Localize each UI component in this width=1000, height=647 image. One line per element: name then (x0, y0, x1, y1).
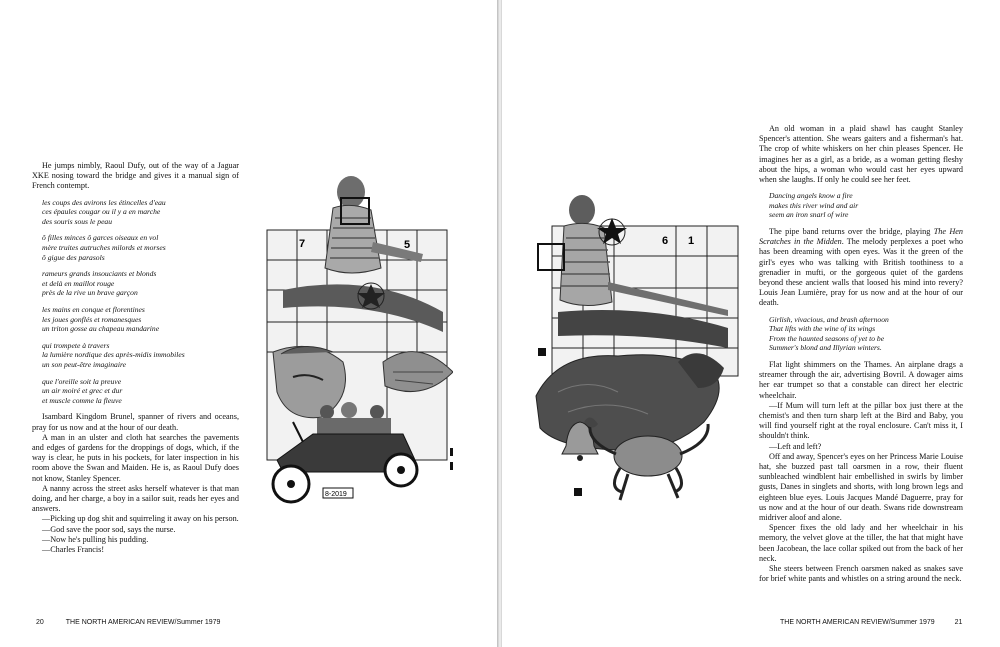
verse-line: mère truites autruches milords et morses (42, 242, 166, 252)
license-plate-text: 8-2019 (325, 491, 347, 498)
french-poem (32, 198, 239, 406)
left-footer (36, 619, 220, 626)
verse-line: ces épaules cougar ou il y a en marche (42, 207, 161, 217)
verse-line: From the haunted seasons of yet to be (769, 333, 885, 343)
page-number: 20 (36, 619, 44, 626)
verse-line: qui trompete à travers (42, 340, 110, 350)
left-page (0, 0, 498, 647)
french-stanza (42, 305, 239, 334)
verse-line: ô gigue des parasols (42, 252, 105, 262)
verse-line: des souris sous le peau (42, 216, 113, 226)
black-square (450, 448, 453, 456)
grid-number-6: 6 (662, 235, 669, 247)
prose-paragraph: A nanny across the street asks herself whatever is that man doing, and her charge, a boy in a sailor suit, reads her eyes and answers. (32, 483, 239, 514)
verse-line: un triton gosse au chapeau mandarine (42, 324, 160, 334)
verse-line: Dancing angels know a fire (769, 191, 853, 201)
verse-line: Girlish, vivacious, and brash afternoon (769, 314, 889, 324)
verse-line: les mains en conque et florentines (42, 304, 145, 314)
song-title: The Hen Scratches in the Midden (759, 227, 963, 247)
verse-line: et muscle comme la fleuve (42, 395, 122, 405)
verse-line: que l'oreille soit la preuve (42, 376, 122, 386)
verse-line: les coups des avirons les étincelles d'eau (42, 197, 166, 207)
verse-line: makes this river wind and air (769, 200, 859, 210)
pipe-band-paragraph: The pipe band returns over the bridge, playing The Hen Scratches in the Midden. The melody perplexes a poet who has been dreaming with open eyes. Was it the green of the girl's eyes who was talking with British toothiness to a grenadier in mufti, or the gorgeous quiet of the gardens beyond these ancient walls that loosed his mind into revery? Louis Jean Lumière, pray for us now and at the hour of our death. (759, 227, 964, 308)
prose-paragraph: Isambard Kingdom Brunel, spanner of rivers and oceans, pray for us now and at the hour of our death. (32, 412, 239, 432)
prose-paragraph: —Now he's pulling his pudding. (42, 534, 149, 544)
french-stanza (42, 233, 239, 262)
verse-line: rameurs grands insouciants et blonds (42, 269, 157, 279)
french-stanza (42, 198, 239, 227)
prose-paragraph: —Left and left? (769, 441, 822, 451)
bear-image (536, 353, 724, 450)
collage-rower-bear-crab (528, 192, 748, 502)
prose-paragraph: Off and away, Spencer's eyes on her Princess Marie Louise hat, she buzzed past tall oarsmen in a row, their fluent sunbleached windblent hair embellished in swirls by limber gusts, Danes in singlets and shorts, with long brown legs and eighteen blue eyes. Louis Jacques Mandé Daguerre, pray for us now and at the hour of our death. Swans ride downstream midriver aloof and alone. (759, 451, 963, 523)
prose-paragraph: —Picking up dog shit and squirreling it away on his person. (42, 514, 239, 524)
verse-line: un son peut-être imaginaire (42, 359, 127, 369)
french-stanza (42, 377, 239, 406)
black-square (450, 462, 453, 470)
verse-line: ô filles minces ô garces oiseaux en vol (42, 233, 159, 243)
verse-line: la lumière nordique des après-midis immobiles (42, 350, 185, 360)
page-number: 21 (954, 619, 963, 626)
verse-line: That lifts with the wine of its wings (769, 324, 876, 334)
verse-line: les joues gonflés et romanesques (42, 314, 142, 324)
grid-number-7: 7 (299, 238, 306, 250)
running-footer: THE NORTH AMERICAN REVIEW/Summer 1979 (65, 619, 221, 626)
prose-paragraph: Spencer fixes the old lady and her wheelchair in his memory, the velvet glove at the tiller, the hat that might have been Jacobean, the lace collar spiked out from the back of her neck. (759, 523, 963, 563)
right-prose (759, 360, 963, 584)
prose-paragraph: —God save the poor sod, says the nurse. (42, 524, 176, 534)
right-text-column (759, 124, 963, 584)
verse-girlish-afternoon (769, 315, 963, 353)
running-footer: THE NORTH AMERICAN REVIEW/Summer 1979 (780, 619, 935, 626)
right-page (502, 0, 1000, 647)
left-prose (32, 412, 239, 555)
grid-number-5: 5 (404, 239, 411, 251)
left-text-column (32, 161, 239, 555)
verse-line: un air moiré et grec et dur (42, 386, 123, 396)
left-intro-paragraph: He jumps nimbly, Raoul Dufy, out of the way of a Jaguar XKE nosing toward the bridge and gives it a manual sign of French contempt. (32, 161, 239, 191)
prose-paragraph: She steers between French oarsmen naked as snakes save for brief white pants and whistles on a string around the neck. (759, 564, 963, 584)
french-stanza (42, 341, 239, 370)
prose-paragraph: A man in an ulster and cloth hat searches the pavements and edges of gardens for the droppings of dogs, which, if the way is clear, he puts in his pockets, for later inspection in his room above the Swan and Maiden. He is, as Raoul Dufy does not know, Stanley Spencer. (32, 432, 239, 483)
grid-number-1: 1 (688, 235, 695, 247)
prose-paragraph: —Charles Francis! (42, 544, 105, 554)
black-square (538, 348, 546, 356)
black-square (574, 488, 582, 496)
verse-dancing-angels (769, 191, 963, 220)
french-stanza (42, 269, 239, 298)
right-intro-paragraph: An old woman in a plaid shawl has caught Stanley Spencer's attention. She wears gaiters and a fisherman's hat. The crop of white whiskers on her chin pleases Spencer. He imagines her as a girl, as a bride, as a woman getting fleshy about the hips, a woman who would cast her eyes upward when she laughs. If only he could see her feet. (759, 124, 963, 185)
verse-line: et delà en maillot rouge (42, 278, 115, 288)
prose-paragraph: —If Mum will turn left at the pillar box just there at the chemist's and then turn sharp left at the Bird and Baby, you will find yourself right at the royal enclosure. Can't miss it, I shouldn't think. (759, 400, 963, 441)
verse-line: près de la rive un brave garçon (42, 288, 138, 298)
verse-line: Summer's blond and Illyrian winters. (769, 343, 882, 353)
prose-paragraph: Flat light shimmers on the Thames. An airplane drags a streamer through the air, advertising Bovril. A dowager aims her ear trumpet so that a constable can direct her electric wheelchair. (759, 360, 963, 400)
right-footer (780, 619, 962, 626)
collage-rower-car (253, 172, 453, 512)
verse-line: seem an iron snarl of wire (769, 210, 849, 220)
